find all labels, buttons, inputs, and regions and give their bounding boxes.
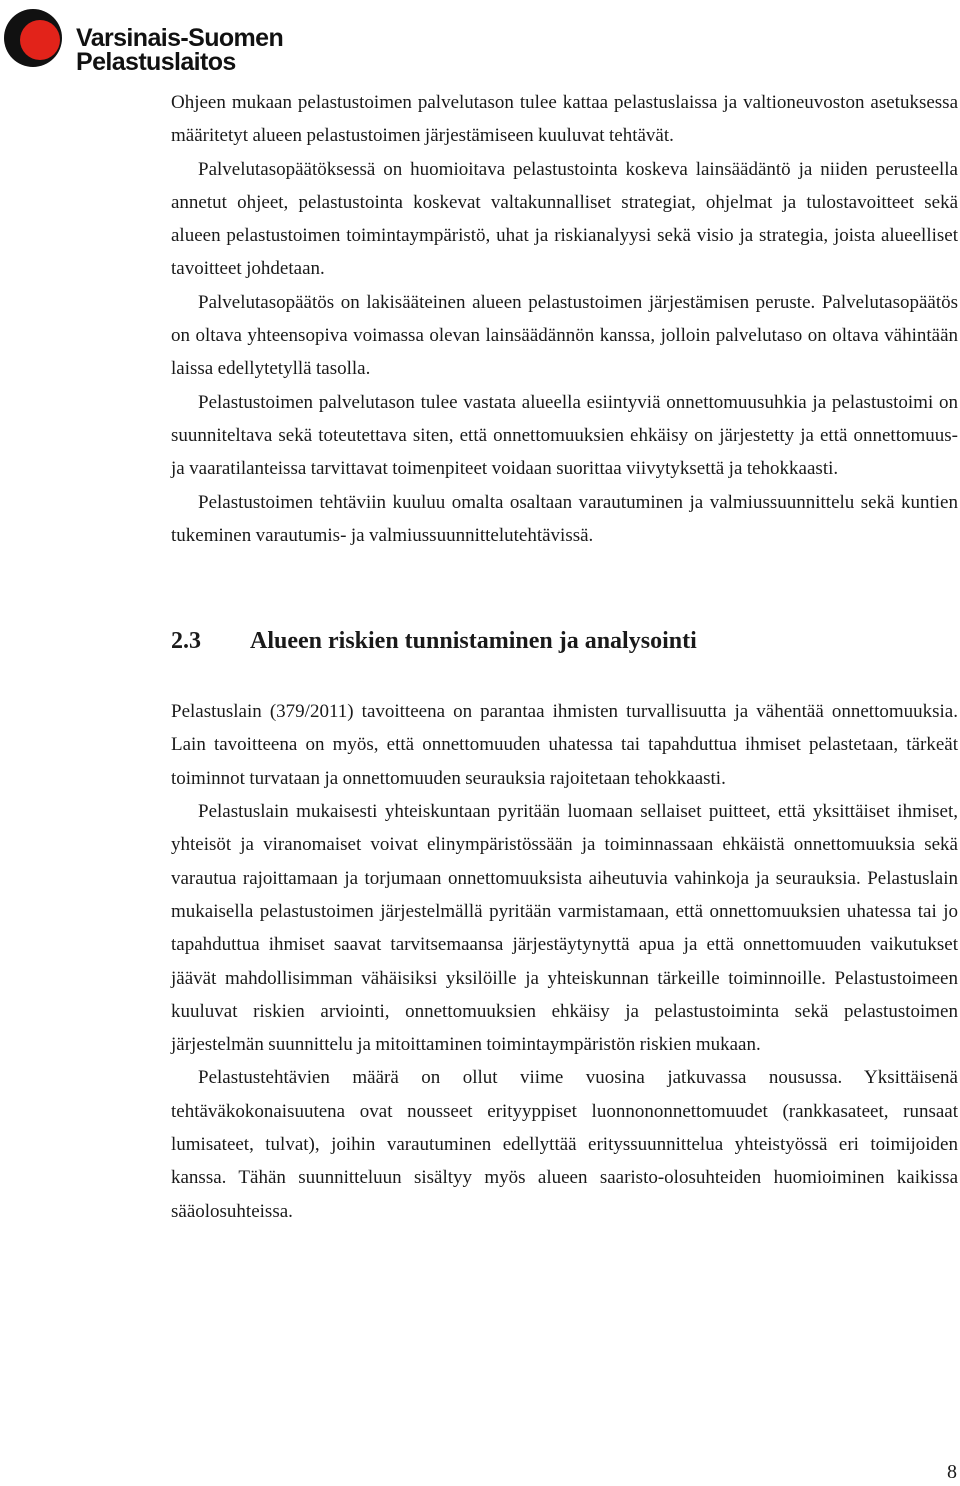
section-heading bbox=[171, 625, 958, 695]
paragraph: Palvelutasopäätös on lakisääteinen alueen pelastustoimen järjestämisen peruste. Palvelutasopäätös on oltava yhteensopiva voimassa olevan lainsäädännön kanssa, jolloin palvelutaso on oltava vähintään laissa edellytetyllä tasolla. bbox=[171, 291, 958, 380]
logo-text-line2: Pelastuslaitos bbox=[76, 48, 236, 76]
logo-emblem-icon bbox=[2, 2, 66, 74]
page-number: 8 bbox=[947, 1461, 957, 1483]
logo-text-line1: Varsinais-Suomen bbox=[76, 24, 284, 52]
section-title: Alueen riskien tunnistaminen ja analysointi bbox=[250, 628, 697, 655]
section-number: 2.3 bbox=[171, 628, 201, 655]
organization-logo bbox=[2, 2, 282, 76]
paragraph: Pelastustoimen palvelutason tulee vastata alueella esiintyviä onnettomuusuhkia ja pelastustoimi on suunniteltava sekä toteutettava siten, että onnettomuuksien ehkäisy on järjestetty ja että onnettomuus- ja vaaratilanteissa tarvittavat toimenpiteet voidaan suorittaa viivytyksettä ja tehokkaasti. bbox=[171, 391, 958, 480]
paragraph: Palvelutasopäätöksessä on huomioitava pelastustointa koskeva lainsäädäntö ja niiden perusteella annetut ohjeet, pelastustointa koskevat valtakunnalliset strategiat, ohjelmat ja tulostavoitteet sekä alueen pelastustoimen toimintaympäristö, uhat ja riskianalyysi sekä visio ja strategia, joista alueelliset tavoitteet johdetaan. bbox=[171, 158, 958, 280]
paragraph: Pelastuslain (379/2011) tavoitteena on parantaa ihmisten turvallisuutta ja vähentää onnettomuuksia. Lain tavoitteena on myös, että onnettomuuden uhatessa tai tapahduttua ihmiset pelastetaan, tärkeät toiminnot turvataan ja onnettomuuden seurauksia rajoitetaan tehokkaasti. bbox=[171, 701, 958, 789]
paragraph: Pelastuslain mukaisesti yhteiskuntaan pyritään luomaan sellaiset puitteet, että yksittäiset ihmiset, yhteisöt ja viranomaiset voivat elinympäristössään ja toiminnassaan ehkäistä onnettomuuksia sekä varautua rajoittamaan ja torjumaan onnettomuuksista aiheutuvia vahinkoja ja seurauksia. Pelastuslain mukaisella pelastustoimen järjestelmällä pyritään varmistamaan, että onnettomuuksien uhatessa tai jo tapahduttua ihmiset saavat tarvitsemaansa järjestäytynyttä apua ja että onnettomuuden vaikutukset jäävät mahdollisimman vähäisiksi yksilöille ja yhteiskunnan tärkeille toiminnoille. Pelastustoimeen kuuluvat riskien arviointi, onnettomuuksien ehkäisy ja pelastustoiminta sekä pelastustoimen järjestelmän suunnittelu ja mitoittaminen toimintaympäristön riskien mukaan. bbox=[171, 801, 958, 1056]
paragraph: Pelastustoimen tehtäviin kuuluu omalta osaltaan varautuminen ja valmiussuunnittelu sekä kuntien tukeminen varautumis- ja valmiussuunnittelutehtävissä. bbox=[171, 491, 958, 546]
document-body bbox=[171, 86, 958, 1228]
paragraph: Ohjeen mukaan pelastustoimen palvelutason tulee kattaa pelastuslaissa ja valtioneuvoston asetuksessa määritetyt alueen pelastustoimen järjestämiseen kuuluvat tehtävät. bbox=[171, 92, 958, 147]
paragraph: Pelastustehtävien määrä on ollut viime vuosina jatkuvassa nousussa. Yksittäisenä tehtäväkokonaisuutena ovat nousseet erityyppiset luonnononnettomuudet (rankkasateet, runsaat lumisateet, tulvat), joihin varautuminen edellyttää erityssuunnittelua yhteistyössä eri toimijoiden kanssa. Tähän suunnitteluun sisältyy myös alueen saaristo-olosuhteiden huomioiminen kaikissa sääolosuhteissa. bbox=[171, 1067, 958, 1222]
